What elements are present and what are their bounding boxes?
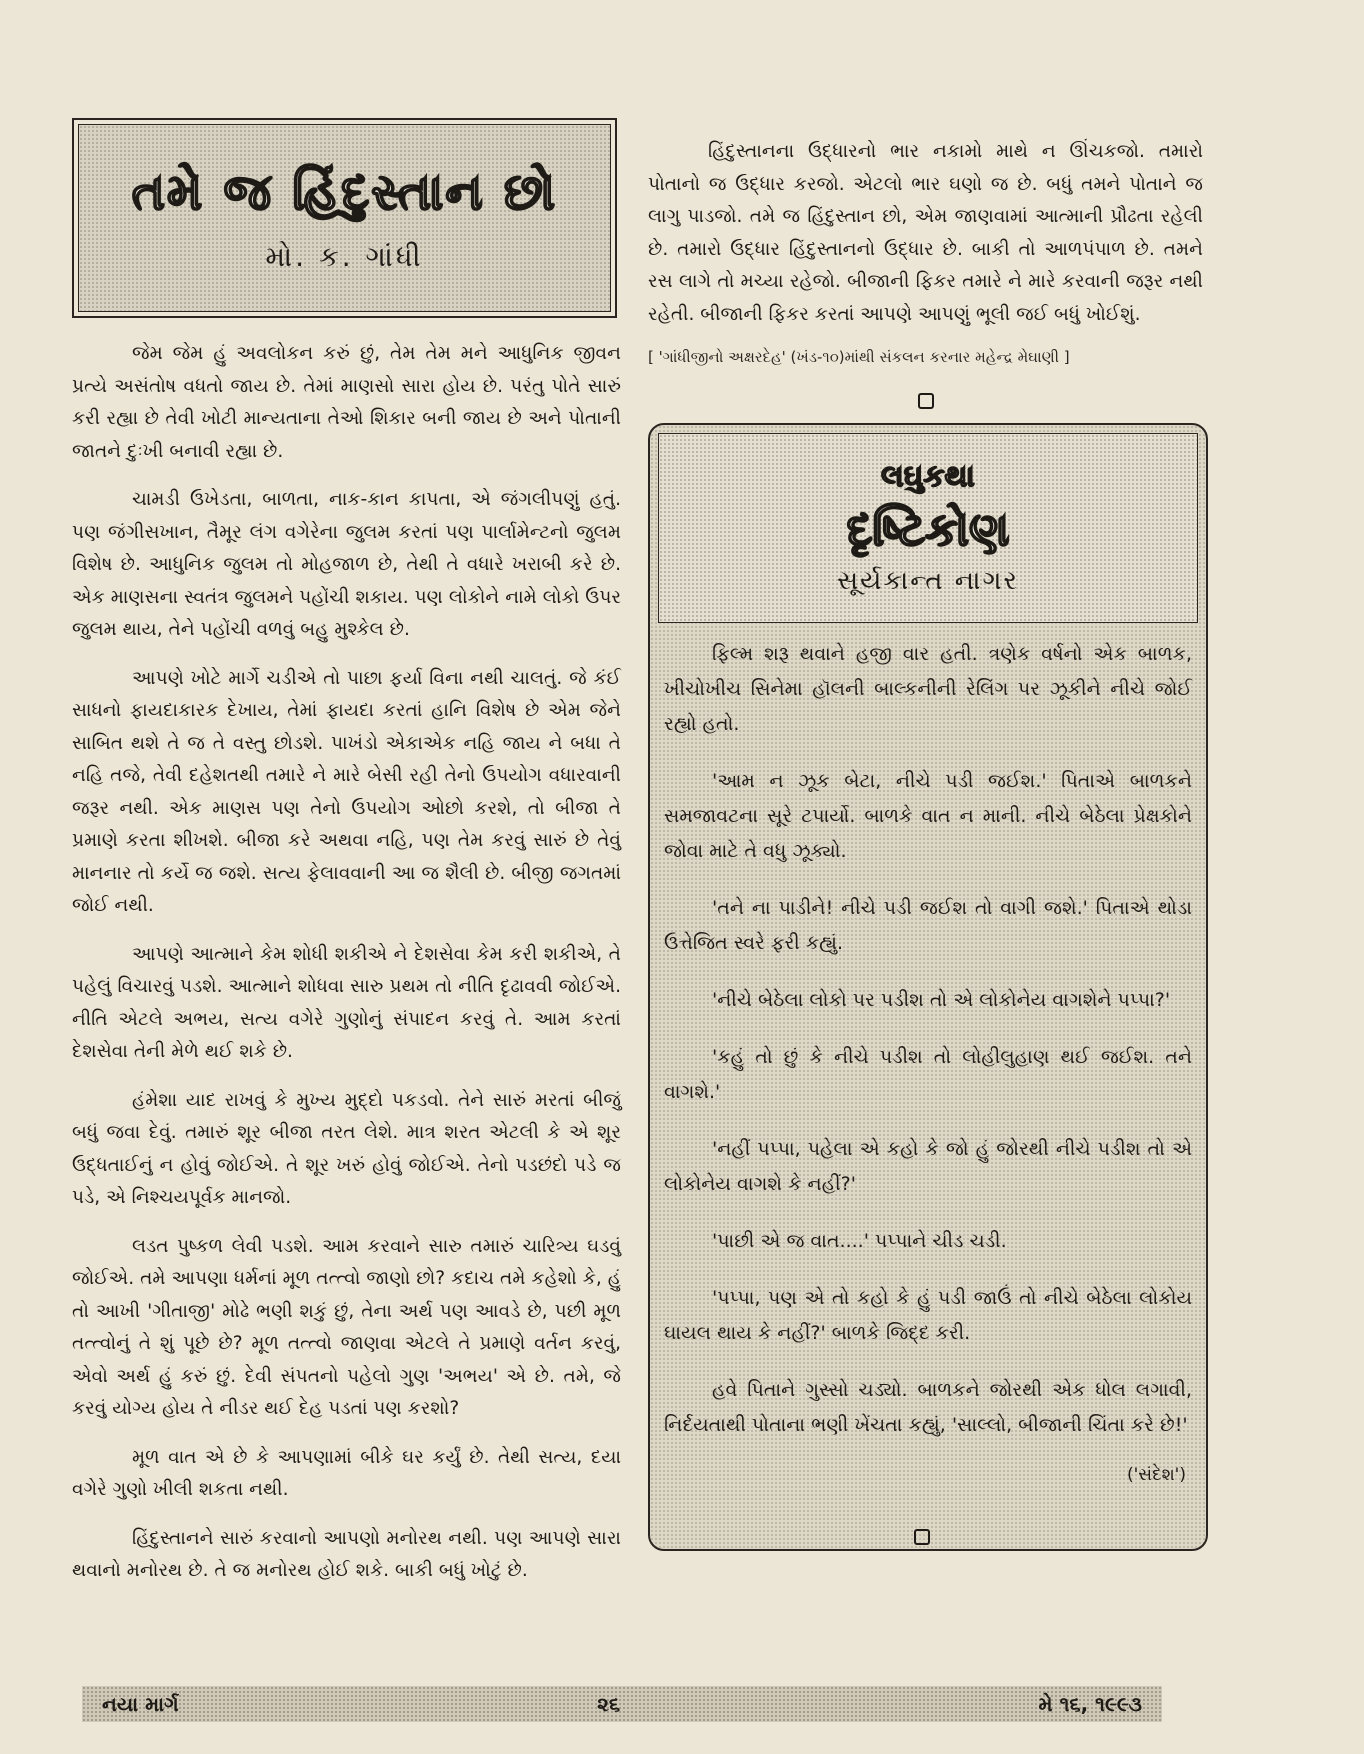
article-paragraph-continued: હિંદુસ્તાનના ઉદ્ધારનો ભાર નકામો માથે ન ઊંચકજો. તમારો પોતાનો જ ઉદ્ધાર કરજો. એટલો ભાર ઘણો જ છે. બધું તમને પોતાને જ લાગુ પાડજો. તમે જ હિંદુસ્તાન છો, એમ જાણવામાં આત્માની પ્રૌઢતા રહેલી છે. તમારો ઉદ્ધાર હિંદુસ્તાનનો ઉદ્ધાર છે. બાકી તો આળપંપાળ છે. તમને રસ લાગે તો મચ્યા રહેજો. બીજાની ફિકર તમારે ને મારે કરવાની જરૂર નથી રહેતી. બીજાની ફિકર કરતાં આપણે આપણું ભૂલી જઈ બધું ખોઈશું. — [648, 141, 1203, 325]
footer-magazine-name: નયા માર્ગ — [102, 1692, 179, 1716]
article-citation: [ 'ગાંધીજીનો અક્ષરદેહ' (ખંડ-૧૦)માંથી સંકલન કરનાર મહેન્દ્ર મેઘાણી ] — [648, 348, 1070, 366]
footer-page-number: ૨૬ — [597, 1692, 621, 1716]
article-paragraph: ચામડી ઉખેડતા, બાળતા, નાક-કાન કાપતા, એ જંગલીપણું હતું. પણ જંગીસખાન, તૈમૂર લંગ વગેરેના જુલમ કરતાં પણ પાર્લામેન્ટનો જુલમ વિશેષ છે. આધુનિક જુલમ તો મોહજાળ છે, તેથી તે વધારે ખરાબી કરે છે. એક માણસના સ્વતંત્ર જુલમને પહોંચી શકાય. પણ લોકોને નામે લોકો ઉપર જુલમ થાય, તેને પહોંચી વળવું બહુ મુશ્કેલ છે. — [72, 489, 621, 640]
right-column — [648, 136, 1203, 1551]
story-paragraph: હવે પિતાને ગુસ્સો ચડ્યો. બાળકને જોરથી એક ધોલ લગાવી, નિર્દયતાથી પોતાના ભણી ખેંચતા કહ્યું, 'સાલ્લો, બીજાની ચિંતા કરે છે!' — [664, 1379, 1192, 1436]
story-paragraph: 'આમ ન ઝૂક બેટા, નીચે પડી જઈશ.' પિતાએ બાળકને સમજાવટના સૂરે ટપાર્યો. બાળકે વાત ન માની. નીચે બેઠેલા પ્રેક્ષકોને જોવા માટે તે વધુ ઝૂક્યો. — [664, 770, 1192, 862]
story-paragraph: 'કહું તો છું કે નીચે પડીશ તો લોહીલુહાણ થઈ જઈશ. તને વાગશે.' — [664, 1046, 1192, 1103]
left-column — [72, 118, 627, 1604]
story-source: ('સંદેશ') — [1127, 1465, 1186, 1485]
article-author: મો. ક. ગાંધી — [265, 239, 424, 273]
article-paragraph: હંમેશા યાદ રાખવું કે મુખ્ય મુદ્દો પકડવો. તેને સારું મરતાં બીજું બધું જવા દેવું. તમારું શૂર બીજા તરત લેશે. માત્ર શરત એટલી કે એ શૂર ઉદ્ધતાઈનું ન હોવું જોઈએ. તે શૂર ખરું હોવું જોઈએ. તેનો પડછંદો પડે જ પડે, એ નિશ્ચયપૂર્વક માનજો. — [72, 1089, 621, 1208]
article-paragraph: લડત પુષ્કળ લેવી પડશે. આમ કરવાને સારુ તમારું ચારિત્ર્ય ઘડવું જોઈએ. તમે આપણા ધર્મનાં મૂળ તત્ત્વો જાણો છો? કદાચ તમે કહેશો કે, હું તો આખી 'ગીતાજી' મોઢે ભણી શકું છું, તેના અર્થ પણ આવડે છે, પછી મૂળ તત્ત્વોનું તે શું પૂછે છે? મૂળ તત્ત્વો જાણવા એટલે તે પ્રમાણે વર્તન કરવું, એવો અર્થ હું કરું છું. દેવી સંપતનો પહેલો ગુણ 'અભય' એ છે. તમે, જે કરવું યોગ્ય હોય તે નીડર થઈ દેહ પડતાં પણ કરશો? — [72, 1235, 621, 1419]
story-paragraph: 'નહીં પપ્પા, પહેલા એ કહો કે જો હું જોરથી નીચે પડીશ તો એ લોકોનેય વાગશે કે નહીં?' — [664, 1138, 1192, 1195]
article-paragraph: મૂળ વાત એ છે કે આપણામાં બીકે ઘર કર્યું છે. તેથી સત્ય, દયા વગેરે ગુણો ખીલી શકતા નથી. — [72, 1446, 621, 1500]
story-header — [658, 433, 1198, 623]
article-paragraph: આપણે આત્માને કેમ શોધી શકીએ ને દેશસેવા કેમ કરી શકીએ, તે પહેલું વિચારવું પડશે. આત્માને શોધવા સારુ પ્રથમ તો નીતિ દૃઢાવવી જોઈએ. નીતિ એટલે અભય, સત્ય વગેરે ગુણોનું સંપાદન કરવું તે. આમ કરતાં દેશસેવા તેની મેળે થઈ શકે છે. — [72, 943, 621, 1062]
story-author: સૂર્યકાન્ત નાગર — [837, 566, 1019, 596]
story-paragraph: 'નીચે બેઠેલા લોકો પર પડીશ તો એ લોકોનેય વાગશેને પપ્પા?' — [712, 989, 1171, 1011]
story-paragraph: 'પપ્પા, પણ એ તો કહો કે હું પડી જાઉં તો નીચે બેઠેલા લોકોય ઘાયલ થાય કે નહીં?' બાળકે જિદ્દ કરી. — [664, 1287, 1192, 1344]
story-paragraph: 'તને ના પાડીને! નીચે પડી જઈશ તો વાગી જશે.' પિતાએ થોડા ઉત્તેજિત સ્વરે ફરી કહ્યું. — [664, 897, 1192, 954]
short-story-box — [648, 423, 1208, 1551]
article-body-left — [72, 338, 627, 1588]
story-kicker: લઘુકથા — [881, 459, 975, 494]
page-footer — [82, 1686, 1162, 1722]
story-paragraph: ફિલ્મ શરૂ થવાને હજી વાર હતી. ત્રણેક વર્ષનો એક બાળક, ખીચોખીચ સિનેમા હૉલની બાલ્કનીની રેલિંગ પર ઝૂકીને નીચે જોઈ રહ્યો હતો. — [664, 643, 1192, 735]
article-title: તમે જ હિંદુસ્તાન છો — [131, 162, 558, 221]
article-paragraph: આપણે ખોટે માર્ગે ચડીએ તો પાછા ફર્યા વિના નથી ચાલતું. જે કંઈ સાધનો ફાયદાકારક દેખાય, તેમાં ફાયદા કરતાં હાનિ વિશેષ છે એમ જેને સાબિત થશે તે જ તે વસ્તુ છોડશે. પાખંડો એકાએક નહિ જાય ને બધા તે નહિ તજે, તેવી દહેશતથી તમારે ને મારે બેસી રહી તેનો ઉપયોગ વધારવાની જરૂર નથી. એક માણસ પણ તેનો ઉપયોગ ઓછો કરશે, તો બીજા તે પ્રમાણે કરતા શીખશે. બીજા કરે અથવા નહિ, પણ તેમ કરવું સારું છે તેવું માનનાર તો કર્યે જ જશે. સત્ય ફેલાવવાની આ જ શૈલી છે. બીજી જગતમાં જોઈ નથી. — [72, 667, 621, 916]
article-paragraph: હિંદુસ્તાનને સારું કરવાનો આપણો મનોરથ નથી. પણ આપણે સારા થવાનો મનોરથ છે. તે જ મનોરથ હોઈ શકે. બાકી બધું ખોટું છે. — [72, 1527, 621, 1581]
article-title-box — [72, 118, 617, 318]
story-paragraph: 'પાછી એ જ વાત....' પપ્પાને ચીડ ચડી. — [712, 1230, 1007, 1252]
story-end-mark — [914, 1529, 930, 1545]
footer-date: મે ૧૬, ૧૯૯૩ — [1038, 1692, 1142, 1716]
article-end-mark — [918, 393, 934, 409]
story-body — [658, 623, 1198, 1485]
story-title: દૃષ્ટિકોણ — [846, 502, 1010, 556]
article-paragraph: જેમ જેમ હું અવલોકન કરું છું, તેમ તેમ મને આધુનિક જીવન પ્રત્યે અસંતોષ વધતો જાય છે. તેમાં માણસો સારા હોય છે. પરંતુ પોતે સારું કરી રહ્યા છે તેવી ખોટી માન્યતાના તેઓ શિકાર બની જાય છે અને પોતાની જાતને દુઃખી બનાવી રહ્યા છે. — [72, 343, 621, 462]
